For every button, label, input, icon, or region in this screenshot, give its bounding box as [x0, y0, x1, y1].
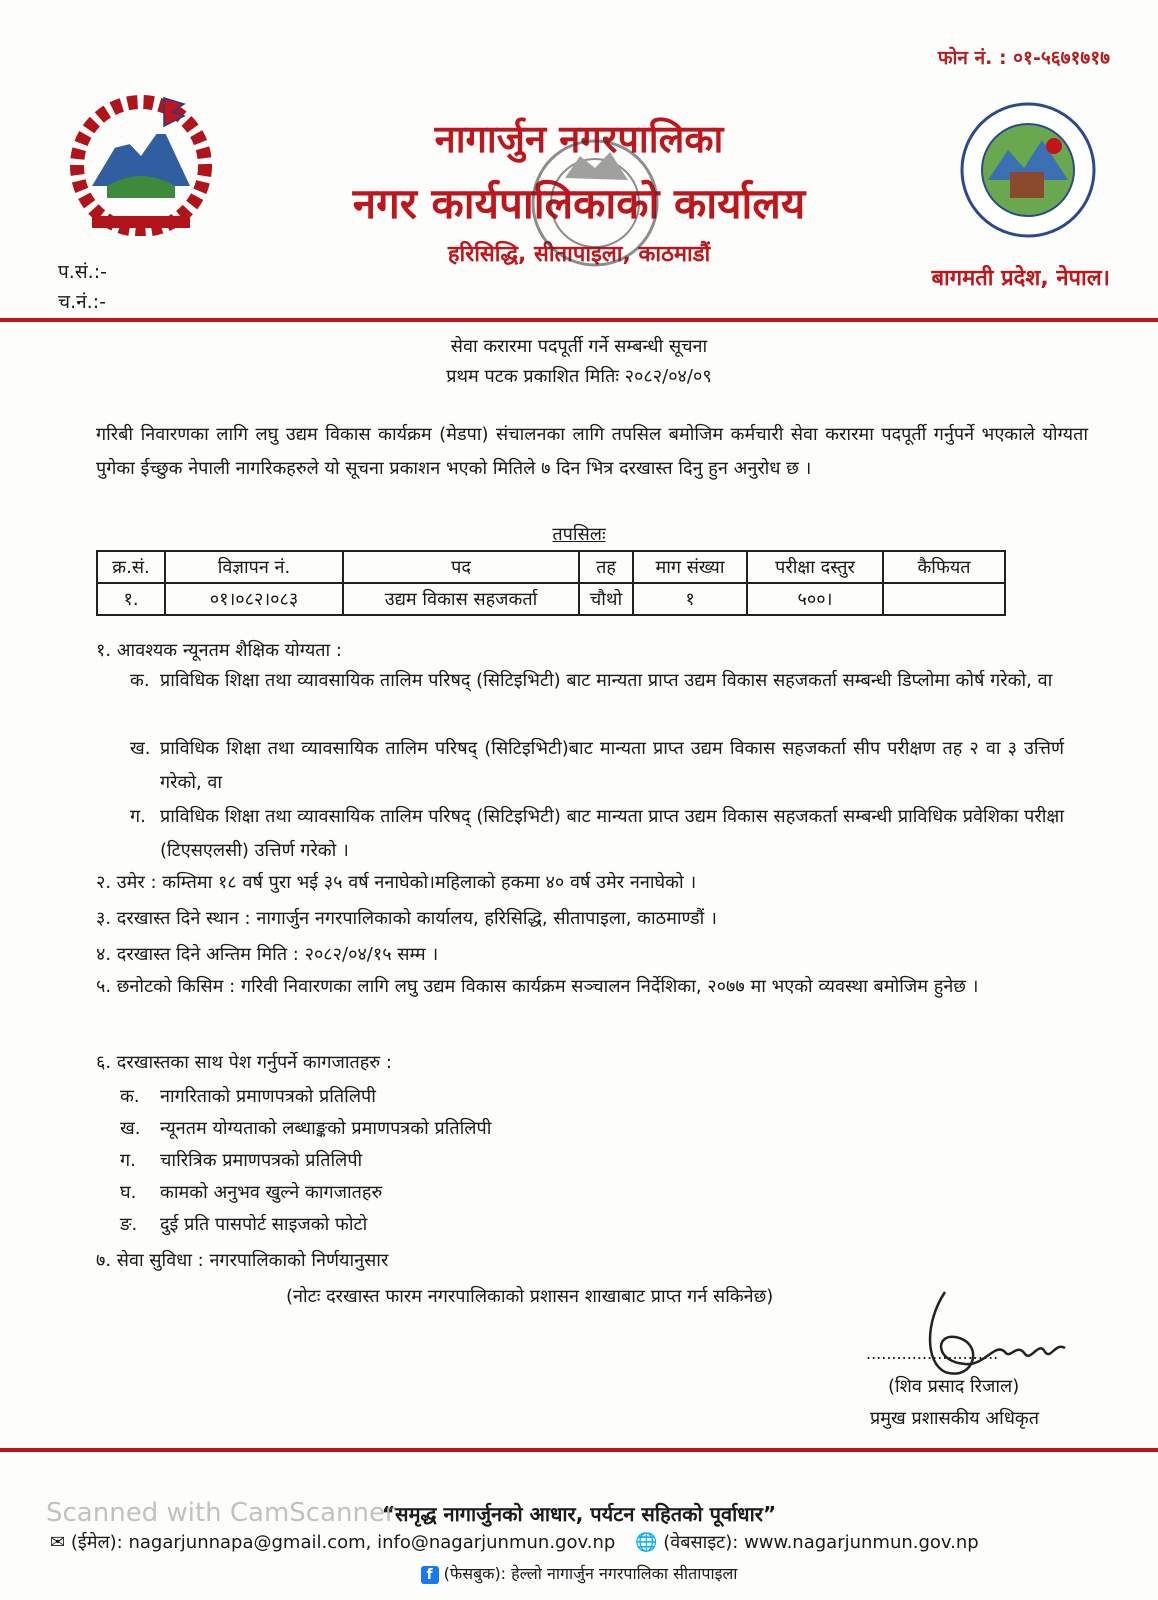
table-cell: ०१।०८२।०८३: [165, 583, 343, 615]
section-benefits: ७. सेवा सुविधा : नगरपालिकाको निर्णयानुसार: [96, 1250, 389, 1271]
vacancy-table: [96, 550, 1006, 616]
table-header: विज्ञापन नं.: [165, 551, 343, 583]
office-stamp-icon: [520, 118, 670, 278]
footer-contact: [50, 1530, 1110, 1554]
list-item: प्राविधिक शिक्षा तथा व्यावसायिक तालिम परिषद् (सिटिइभिटी) बाट मान्यता प्राप्त उद्यम विकास सहजकर्ता सम्बन्धी प्राविधिक प्रवेशिका परीक्षा (टिएसएलसी) उत्तिर्ण गरेको ।: [160, 806, 1064, 861]
table-header: कैफियत: [883, 551, 1005, 583]
footer-slogan: “समृद्ध नागार्जुनको आधार, पर्यटन सहितको पूर्वाधार”: [381, 1502, 777, 1526]
table-row: [97, 583, 1005, 615]
email-address[interactable]: nagarjunnapa@gmail.com, info@nagarjunmun.gov.np: [128, 1532, 616, 1553]
list-mark: ङ.: [120, 1214, 138, 1235]
email-label: (ईमेल):: [70, 1532, 123, 1553]
notice-intro: गरिबी निवारणका लागि लघु उद्यम विकास कार्यक्रम (मेडपा) संचालनका लागि तपसिल बमोजिम कर्मचारी सेवा करारमा पदपूर्ती गर्नुपर्ने भएकाले योग्यता पुगेका ईच्छुक नेपाली नागरिकहरुले यो सूचना प्रकाशन भएको मितिले ७ दिन भित्र दरखास्त दिनु हुन अनुरोध छ ।: [96, 424, 1088, 479]
list-item: कामको अनुभव खुल्ने कागजातहरु: [160, 1182, 383, 1203]
table-cell: १.: [97, 583, 165, 615]
table-cell: चौथो: [579, 583, 633, 615]
dispatch-number-label: च.नं.:-: [58, 291, 106, 313]
office-name: नगर कार्यपालिकाको कार्यालय: [352, 179, 806, 228]
email-icon: ✉: [50, 1532, 66, 1553]
notice-note: (नोटः दरखास्त फारम नगरपालिकाको प्रशासन शाखाबाट प्राप्त गर्न सकिनेछ): [286, 1286, 774, 1307]
header-divider: [0, 318, 1158, 322]
facebook-page[interactable]: हेल्लो नागार्जुन नगरपालिका सीतापाइला: [511, 1564, 738, 1583]
province-name: बागमती प्रदेश, नेपाल।: [931, 266, 1110, 291]
footer-facebook: [0, 1562, 1158, 1584]
table-header: माग संख्या: [633, 551, 747, 583]
table-cell: ५००।: [747, 583, 883, 615]
table-caption: तपसिलः: [552, 524, 606, 545]
signatory-designation: प्रमुख प्रशासकीय अधिकृत: [870, 1408, 1039, 1429]
list-item: न्यूनतम योग्यताको लब्धाङ्कको प्रमाणपत्रको प्रतिलिपी: [160, 1118, 492, 1139]
facebook-label: (फेसबुक):: [443, 1564, 507, 1583]
section-qualification: १. आवश्यक न्यूनतम शैक्षिक योग्यता :: [96, 640, 342, 661]
signature-line: ..........................: [866, 1344, 999, 1363]
website-link[interactable]: www.nagarjunmun.gov.np: [744, 1532, 979, 1553]
list-mark: ख.: [120, 1118, 141, 1139]
list-item: प्राविधिक शिक्षा तथा व्यावसायिक तालिम परिषद् (सिटिइभिटी) बाट मान्यता प्राप्त उद्यम विकास सहजकर्ता सम्बन्धी डिप्लोमा कोर्ष गरेको, वा: [160, 670, 1053, 691]
publication-date: प्रथम पटक प्रकाशित मितिः २०८२/०४/०९: [446, 366, 712, 387]
footer-divider: [0, 1448, 1158, 1452]
list-item: नागरिताको प्रमाणपत्रको प्रतिलिपी: [160, 1086, 376, 1107]
table-cell: [883, 583, 1005, 615]
table-header-row: [97, 551, 1005, 583]
list-mark: ग.: [130, 806, 146, 827]
list-mark: घ.: [120, 1182, 137, 1203]
list-mark: ख.: [130, 738, 151, 759]
municipality-name: नागार्जुन नगरपालिका: [434, 117, 724, 161]
table-cell: उद्यम विकास सहजकर्ता: [343, 583, 579, 615]
section-application-place: ३. दरखास्त दिने स्थान : नागार्जुन नगरपालिकाको कार्यालय, हरिसिद्धि, सीतापाइला, काठमाण्डौं ।: [96, 908, 717, 929]
nagarjun-municipality-logo-icon: [958, 100, 1098, 240]
letter-number-label: प.सं.:-: [58, 261, 107, 283]
list-mark: क.: [130, 670, 150, 691]
notice-subject: सेवा करारमा पदपूर्ती गर्ने सम्बन्धी सूचना: [450, 336, 708, 357]
facebook-icon: f: [421, 1566, 439, 1584]
scanner-watermark: Scanned with CamScanner: [46, 1498, 396, 1528]
table-header: तह: [579, 551, 633, 583]
table-header: पद: [343, 551, 579, 583]
signatory-name: (शिव प्रसाद रिजाल): [888, 1376, 1020, 1397]
section-selection: ५. छनोटको किसिम : गरिवी निवारणका लागि लघु उद्यम विकास कार्यक्रम सञ्चालन निर्देशिका, २०७७ मा भएको व्यवस्था बमोजिम हुनेछ ।: [96, 976, 979, 997]
table-cell: १: [633, 583, 747, 615]
section-deadline: ४. दरखास्त दिने अन्तिम मिति : २०८२/०४/१५ सम्म ।: [96, 944, 439, 965]
table-header: परीक्षा दस्तुर: [747, 551, 883, 583]
section-documents: ६. दरखास्तका साथ पेश गर्नुपर्ने कागजातहरु :: [96, 1052, 392, 1073]
table-header: क्र.सं.: [97, 551, 165, 583]
list-item: प्राविधिक शिक्षा तथा व्यावसायिक तालिम परिषद् (सिटिइभिटी)बाट मान्यता प्राप्त उद्यम विकास सहजकर्ता सीप परीक्षण तह २ वा ३ उत्तिर्ण गरेको, वा: [160, 738, 1064, 793]
office-address: हरिसिद्धि, सीतापाइला, काठमाडौं: [447, 242, 711, 267]
list-mark: ग.: [120, 1150, 136, 1171]
phone-number: फोन नं. : ०१-५६७१७१७: [937, 47, 1110, 69]
list-item: चारित्रिक प्रमाणपत्रको प्रतिलिपी: [160, 1150, 363, 1171]
globe-icon: 🌐: [635, 1532, 658, 1553]
website-label: (वेबसाइट):: [663, 1532, 739, 1553]
section-age: २. उमेर : कम्तिमा १८ वर्ष पुरा भई ३५ वर्ष ननाघेको।महिलाको हकमा ४० वर्ष उमेर ननाघेको ।: [96, 872, 697, 893]
list-mark: क.: [120, 1086, 140, 1107]
list-item: दुई प्रति पासपोर्ट साइजको फोटो: [160, 1214, 368, 1235]
